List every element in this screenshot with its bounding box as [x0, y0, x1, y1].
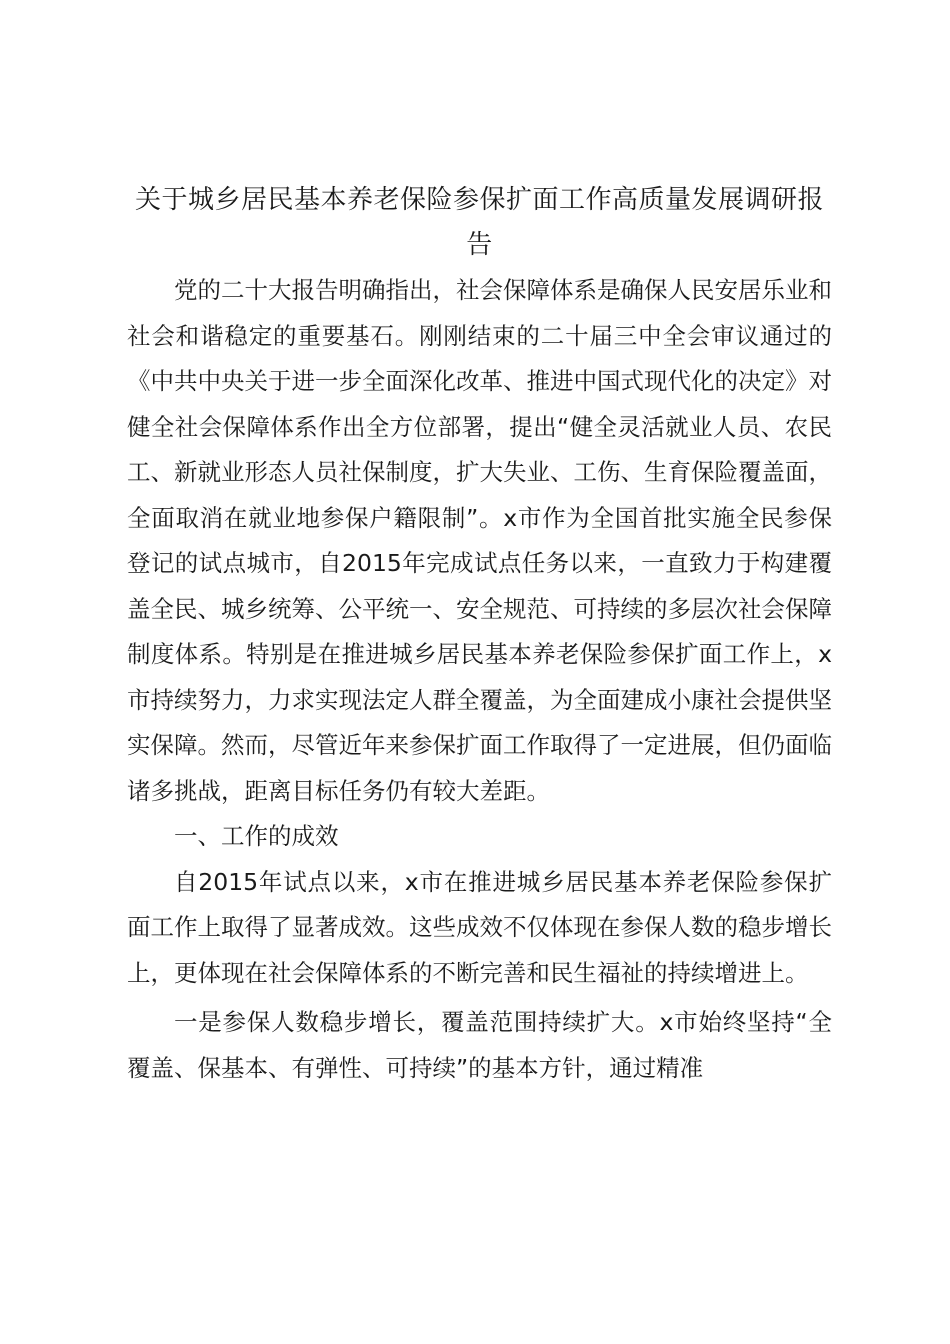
- intro-paragraph: 党的二十大报告明确指出，社会保障体系是确保人民安居乐业和社会和谐稳定的重要基石。刚刚结束的二十届三中全会审议通过的《中共中央关于进一步全面深化改革、推进中国式现代化的决定》对健全社会保障体系作出全方位部署，提出“健全灵活就业人员、农民工、新就业形态人员社保制度，扩大失业、工伤、生育保险覆盖面，全面取消在就业地参保户籍限制”。x市作为全国首批实施全民参保登记的试点城市，自2015年完成试点任务以来，一直致力于构建覆盖全民、城乡统筹、公平统一、安全规范、可持续的多层次社会保障制度体系。特别是在推进城乡居民基本养老保险参保扩面工作上，x市持续努力，力求实现法定人群全覆盖，为全面建成小康社会提供坚实保障。然而，尽管近年来参保扩面工作取得了一定进展，但仍面临诸多挑战，距离目标任务仍有较大差距。: [127, 276, 832, 805]
- document-title: 关于城乡居民基本养老保险参保扩面工作高质量发展调研报告: [134, 185, 824, 260]
- point-one-paragraph: 一是参保人数稳步增长，覆盖范围持续扩大。x市始终坚持“全覆盖、保基本、有弹性、可持续”的基本方针，通过精准: [127, 1008, 832, 1082]
- document-body: [127, 178, 832, 1091]
- section-heading: 一、工作的成效: [174, 822, 339, 850]
- results-paragraph: 自2015年试点以来，x市在推进城乡居民基本养老保险参保扩面工作上取得了显著成效。这些成效不仅体现在参保人数的稳步增长上，更体现在社会保障体系的不断完善和民生福祉的持续增进上。: [127, 867, 832, 987]
